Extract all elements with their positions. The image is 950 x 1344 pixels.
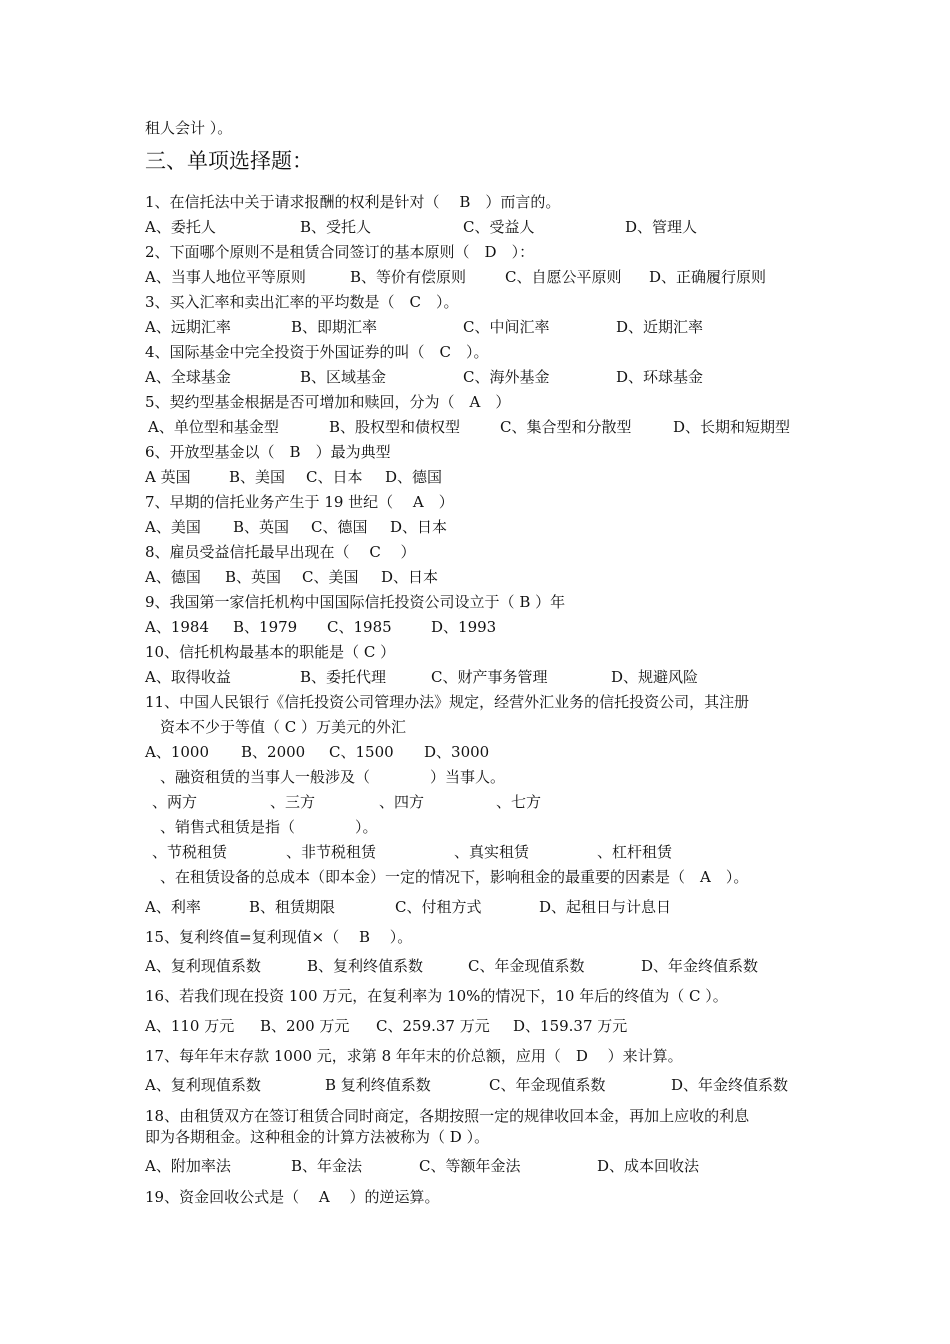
option: C、海外基金 [463, 368, 550, 386]
option: A、全球基金 [145, 368, 231, 386]
option: C、年金现值系数 [489, 1076, 606, 1094]
option: D、年金终值系数 [671, 1076, 789, 1094]
option: C、德国 [311, 518, 368, 536]
option: B、1979 [233, 618, 298, 636]
option: D、长期和短期型 [673, 418, 791, 436]
option: A 英国 [145, 468, 191, 486]
option: B 复利终值系数 [325, 1076, 431, 1094]
option: C、自愿公平原则 [505, 268, 622, 286]
option: 、四方 [379, 793, 425, 811]
option: C、年金现值系数 [468, 957, 585, 975]
option: D、年金终值系数 [641, 957, 759, 975]
option: C、259.37 万元 [376, 1017, 490, 1035]
option: B、租赁期限 [249, 898, 336, 916]
option: D、日本 [390, 518, 448, 536]
option: A、复利现值系数 [145, 1076, 261, 1094]
option: B、复利终值系数 [307, 957, 424, 975]
options-row-10 [145, 667, 699, 687]
option: B、英国 [233, 518, 290, 536]
option: B、区域基金 [300, 368, 387, 386]
option: A、美国 [145, 518, 201, 536]
option: 、杠杆租赁 [597, 843, 673, 861]
option: B、2000 [241, 743, 306, 761]
question-15: 15、复利终值=复利现值×（ B ）。 [145, 928, 413, 946]
option: D、日本 [381, 568, 439, 586]
options-row-6 [145, 467, 443, 487]
question-18-continued: 即为各期租金。这种租金的计算方法被称为（ D ）。 [145, 1128, 490, 1146]
options-row-2 [145, 267, 767, 287]
option: C、集合型和分散型 [500, 418, 632, 436]
options-row-17 [145, 1075, 789, 1095]
option: A、德国 [145, 568, 201, 586]
options-row-3 [145, 317, 704, 337]
option: D、近期汇率 [616, 318, 704, 336]
question-9: 9、我国第一家信托机构中国国际信托投资公司设立于（ B ）年 [145, 593, 566, 611]
option: 、七方 [496, 793, 542, 811]
option: C、付租方式 [395, 898, 482, 916]
option: 、非节税租赁 [286, 843, 377, 861]
option: A、当事人地位平等原则 [145, 268, 306, 286]
question-19: 19、资金回收公式是（ A ）的逆运算。 [145, 1188, 440, 1206]
question-1: 1、在信托法中关于请求报酬的权利是针对（ B ）而言的。 [145, 193, 561, 211]
option: D、3000 [424, 743, 490, 761]
option: D、成本回收法 [597, 1157, 700, 1175]
option: C、1500 [329, 743, 394, 761]
option: D、正确履行原则 [649, 268, 767, 286]
question-4: 4、国际基金中完全投资于外国证券的叫（ C ）。 [145, 343, 489, 361]
option: A、单位型和基金型 [148, 418, 279, 436]
option: C、美国 [302, 568, 359, 586]
option: B、200 万元 [260, 1017, 350, 1035]
question-3: 3、买入汇率和卖出汇率的平均数是（ C ）。 [145, 293, 459, 311]
option: B、美国 [229, 468, 286, 486]
options-row-7 [145, 517, 448, 537]
option: B、英国 [225, 568, 282, 586]
option: C、等额年金法 [419, 1157, 521, 1175]
option: D、规避风险 [611, 668, 699, 686]
options-row-4 [145, 367, 704, 387]
options-row-14 [145, 897, 672, 917]
options-row-1 [145, 217, 698, 237]
option: 、三方 [270, 793, 316, 811]
option: A、委托人 [145, 218, 216, 236]
options-row-12 [152, 792, 542, 812]
option: D、环球基金 [616, 368, 704, 386]
options-row-13 [152, 842, 673, 862]
options-row-18 [145, 1156, 700, 1176]
option: B、等价有偿原则 [350, 268, 467, 286]
options-row-15 [145, 956, 759, 976]
options-row-8 [145, 567, 439, 587]
question-14: 、在租赁设备的总成本（即本金）一定的情况下，影响租金的最重要的因素是（ A ）。 [160, 868, 749, 886]
option: B、股权型和债权型 [329, 418, 461, 436]
question-12: 、融资租赁的当事人一般涉及（ ）当事人。 [160, 768, 506, 786]
question-7: 7、早期的信托业务产生于 19 世纪（ A ） [145, 493, 454, 511]
question-17: 17、每年年末存款 1000 元，求第 8 年年末的价总额，应用（ D ）来计算。 [145, 1047, 683, 1065]
continued-text-line: 租人会计 ）。 [145, 119, 233, 137]
question-10: 10、信托机构最基本的职能是（ C ） [145, 643, 396, 661]
question-8: 8、雇员受益信托最早出现在（ C ） [145, 543, 416, 561]
question-5: 5、契约型基金根据是否可增加和赎回，分为（ A ） [145, 393, 511, 411]
option: D、1993 [431, 618, 497, 636]
question-16: 16、若我们现在投资 100 万元，在复利率为 10%的情况下，10 年后的终值为（ C ）。 [145, 987, 728, 1005]
option: A、取得收益 [145, 668, 231, 686]
question-2: 2、下面哪个原则不是租赁合同签订的基本原则（ D ）： [145, 243, 535, 261]
question-13: 、销售式租赁是指（ ）。 [160, 818, 378, 836]
question-11-continued: 资本不少于等值（ C ）万美元的外汇 [160, 718, 407, 736]
option: C、中间汇率 [463, 318, 550, 336]
section-title: 三、单项选择题： [145, 149, 313, 173]
option: D、159.37 万元 [513, 1017, 628, 1035]
options-row-16 [145, 1016, 628, 1036]
option: 、两方 [152, 793, 198, 811]
option: A、1984 [145, 618, 210, 636]
option: B、受托人 [300, 218, 372, 236]
option: A、110 万元 [145, 1017, 235, 1035]
option: 、真实租赁 [454, 843, 530, 861]
option: A、利率 [145, 898, 201, 916]
option: A、远期汇率 [145, 318, 231, 336]
question-11: 11、中国人民银行《信托投资公司管理办法》规定，经营外汇业务的信托投资公司，其注册 [145, 693, 750, 711]
option: B、即期汇率 [291, 318, 378, 336]
options-row-9 [145, 617, 497, 637]
options-row-5 [145, 417, 791, 437]
option: 、节税租赁 [152, 843, 228, 861]
question-6: 6、开放型基金以（ B ）最为典型 [145, 443, 391, 461]
option: A、复利现值系数 [145, 957, 261, 975]
option: C、日本 [306, 468, 363, 486]
option: C、受益人 [463, 218, 535, 236]
option: B、委托代理 [300, 668, 387, 686]
option: B、年金法 [291, 1157, 363, 1175]
option: C、1985 [327, 618, 392, 636]
option: D、德国 [385, 468, 443, 486]
options-row-11 [145, 742, 490, 762]
option: A、1000 [145, 743, 210, 761]
option: A、附加率法 [145, 1157, 231, 1175]
option: D、起租日与计息日 [539, 898, 672, 916]
option: C、财产事务管理 [431, 668, 548, 686]
option: D、管理人 [625, 218, 698, 236]
question-18: 18、由租赁双方在签订租赁合同时商定，各期按照一定的规律收回本金，再加上应收的利息 [145, 1107, 750, 1125]
